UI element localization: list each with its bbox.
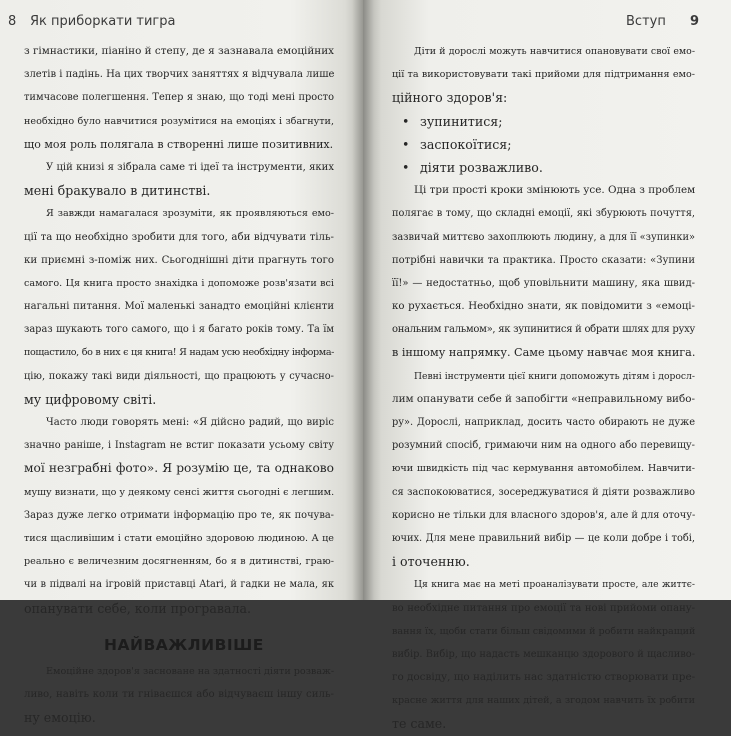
text-line: ональним гальмом», як зупинитися й обрати шлях для руху bbox=[392, 324, 695, 336]
text-line: розумний спосіб, гримаючи ним на одного або перевищу- bbox=[392, 440, 695, 452]
text-line: ючих. Для мене правильний вибір — це коли добре і тобі, bbox=[392, 532, 695, 544]
text-line: потрібні навички та практика. Просто сказати: «Зупини bbox=[392, 254, 695, 266]
text-line: нагальні питання. Мої маленькі занадто емоційні клієнти bbox=[24, 301, 334, 313]
text-line: корисно не тільки для власного здоров'я, але й для оточу- bbox=[392, 509, 696, 521]
text-line: зараз шукають того самого, що і я багато років тому. Та їм bbox=[24, 324, 334, 336]
text-line: в іншому напрямку. Саме цьому навчає моя книга. bbox=[392, 346, 696, 360]
text-line: красне життя для наших дітей, а згодом навчить їх робити bbox=[392, 695, 695, 707]
text-line: мої незграбні фото». Я розумію це, та однаково bbox=[24, 461, 334, 476]
text-line: ко рухається. Необхідно знати, як повідомити з «емоці- bbox=[392, 301, 695, 313]
text-line: Часто люди говорять мені: «Я дійсно радий, що виріс bbox=[46, 417, 334, 428]
bullet-item: • заспокоїтися; bbox=[392, 133, 695, 156]
text-line: Зараз дуже легко отримати інформацію про те, як почува- bbox=[24, 509, 334, 521]
text-line: У цій книзі я зібрала саме ті ідеї та інструменти, яких bbox=[46, 161, 334, 173]
text-line: з гімнастики, піаніно й степу, де я зазнавала емоційних bbox=[24, 45, 334, 57]
text-line: Я завжди намагалася зрозуміти, як проявляються емо- bbox=[46, 208, 334, 220]
text-line: ції та що необхідно зробити для того, аби відчувати тіль- bbox=[24, 231, 334, 243]
text-line: що моя роль полягала в створенні лише позитивних. bbox=[24, 137, 334, 151]
right-body-text bbox=[392, 40, 695, 736]
text-line: необхідно було навчитися розумітися на емоціях і збагнути, bbox=[24, 115, 334, 127]
text-line: му цифровому світі. bbox=[24, 391, 157, 407]
text-line: мушу визнати, що у деякому сенсі життя сьогодні є легшим. bbox=[24, 486, 335, 498]
text-line: і оточенню. bbox=[392, 554, 470, 570]
text-line: ну емоцію. bbox=[24, 710, 96, 726]
text-line: ся заспокоюватися, зосереджуватися й діяти розважливо bbox=[392, 486, 695, 498]
text-line: Діти й дорослі можуть навчитися опановувати свої емо- bbox=[414, 46, 695, 57]
text-line: злетів і падінь. На цих творчих заняттях я відчувала лише bbox=[24, 69, 335, 81]
text-line: полягає в тому, що складні емоції, які збурюють почуття, bbox=[392, 208, 695, 220]
text-line: те саме. bbox=[392, 716, 447, 732]
bullet-item: • зупинитися; bbox=[392, 110, 695, 133]
text-line: чи в підвалі на ігровій приставці Atari, й гадки не мала, як bbox=[24, 579, 334, 591]
text-line: Певні інструменти цієї книги допоможуть дітям і доросл- bbox=[414, 370, 695, 382]
left-body-text bbox=[24, 40, 334, 729]
text-line: Емоційне здоров'я засноване на здатності діяти розваж- bbox=[46, 665, 335, 677]
bullet-item: • діяти розважливо. bbox=[392, 156, 695, 179]
book-gutter-shadow bbox=[352, 0, 374, 600]
text-line: ру». Дорослі, наприклад, досить часто обирають не дуже bbox=[392, 417, 695, 428]
text-line: зазвичай миттєво захоплюють людину, а для її «зупинки» bbox=[392, 231, 695, 243]
left-page-number: 8 bbox=[8, 14, 17, 29]
right-page bbox=[363, 0, 731, 732]
text-line: цію, покажу такі види діяльності, що працюють у сучасно- bbox=[24, 370, 334, 382]
text-line: лим опанувати себе й запобігти «неправильному вибо- bbox=[392, 392, 696, 405]
text-line: го досвіду, що наділить нас здатністю створювати пре- bbox=[392, 671, 696, 684]
text-line: ливо, навіть коли ти гніваєшся або відчуваєш іншу силь- bbox=[24, 688, 334, 700]
text-line: пощастило, бо в них є ця книга! Я надам усю необхідну інформа- bbox=[24, 347, 334, 359]
text-line: ючи швидкість під час кермування автомобілем. Навчити- bbox=[392, 463, 695, 475]
text-line: її!» — недостатньо, щоб уповільнити машину, яка швид- bbox=[392, 277, 695, 289]
text-line: мені бракувало в дитинстві. bbox=[24, 183, 211, 199]
text-line: тися щасливішим і стати емоційно здоровою людиною. А це bbox=[24, 532, 334, 544]
text-line: опанувати себе, коли програвала. bbox=[24, 600, 251, 616]
text-line: тимчасове полегшення. Тепер я знаю, що тоді мені просто bbox=[24, 92, 334, 104]
text-line: значно раніше, і Instagram не встиг показати усьому світу bbox=[24, 440, 334, 452]
text-line: вибір. Вибір, що надасть мешканцю здорового й щасливо- bbox=[392, 648, 695, 660]
right-running-title: Вступ bbox=[626, 14, 666, 29]
section-heading: НАЙВАЖЛИВІШЕ bbox=[104, 635, 264, 654]
text-line: реально є величезним досягненням, бо я в дитинстві, граю- bbox=[24, 556, 334, 568]
text-line: ційного здоров'я: bbox=[392, 90, 508, 106]
text-line: самого. Ця книга просто знахідка і допоможе розв'язати всі bbox=[24, 277, 334, 289]
left-running-title: Як приборкати тигра bbox=[30, 14, 176, 29]
text-line: Ця книга має на меті проаналізувати просте, але життє- bbox=[414, 579, 695, 591]
text-line: ції та використовувати такі прийоми для підтримання емо- bbox=[392, 69, 695, 81]
text-line: ки приємні з-поміж них. Сьогоднішні діти прагнуть того bbox=[24, 254, 334, 266]
right-page-number: 9 bbox=[690, 14, 700, 29]
text-line: во необхідне питання про емоції та нові прийоми опану- bbox=[392, 602, 695, 614]
text-line: вання їх, щоби стати більш свідомими й робити найкращий bbox=[392, 625, 696, 637]
left-page bbox=[0, 0, 363, 726]
text-line: Ці три прості кроки змінюють усе. Одна з проблем bbox=[414, 184, 696, 197]
